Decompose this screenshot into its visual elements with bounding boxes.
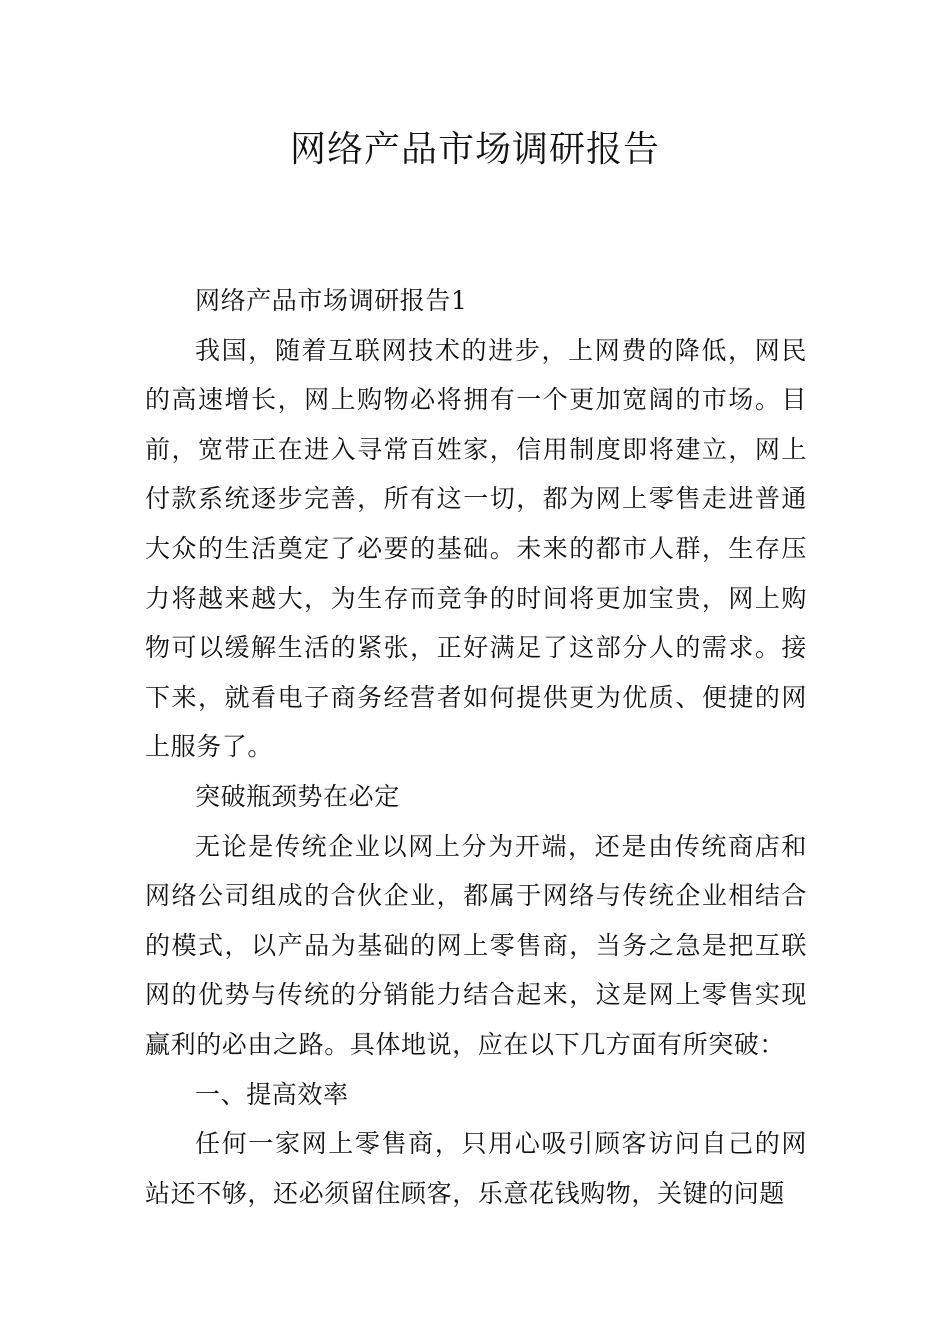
document-title: 网络产品市场调研报告: [289, 129, 660, 170]
paragraph-breakthrough: 无论是传统企业以网上分为开端，还是由传统商店和网络公司组成的合伙企业，都属于网络与传统企业相结合的模式，以产品为基础的网上零售商，当务之急是把互联网的优势与传统的分销能力结合起来，这是网上零售实现赢利的必由之路。具体地说，应在以下几方面有所突破：: [145, 831, 807, 1059]
paragraph-intro: 我国，随着互联网技术的进步，上网费的降低，网民的高速增长，网上购物必将拥有一个更加宽阔的市场。目前，宽带正在进入寻常百姓家，信用制度即将建立，网上付款系统逐步完善，所有这一切，都为网上零售走进普通大众的生活奠定了必要的基础。未来的都市人群，生存压力将越来越大，为生存而竞争的时间将更加宝贵，网上购物可以缓解生活的紧张，正好满足了这部分人的需求。接下来，就看电子商务经营者如何提供更为优质、便捷的网上服务了。: [145, 335, 807, 762]
paragraph-efficiency: 任何一家网上零售商，只用心吸引顾客访问自己的网站还不够，还必须留住顾客，乐意花钱购物，关键的问题: [145, 1129, 807, 1208]
section-heading-efficiency: 一、提高效率: [195, 1079, 349, 1109]
section-heading-breakthrough: 突破瓶颈势在必定: [195, 781, 400, 811]
document-body: [145, 276, 807, 1218]
section-heading-report-1: 网络产品市场调研报告1: [195, 286, 468, 315]
